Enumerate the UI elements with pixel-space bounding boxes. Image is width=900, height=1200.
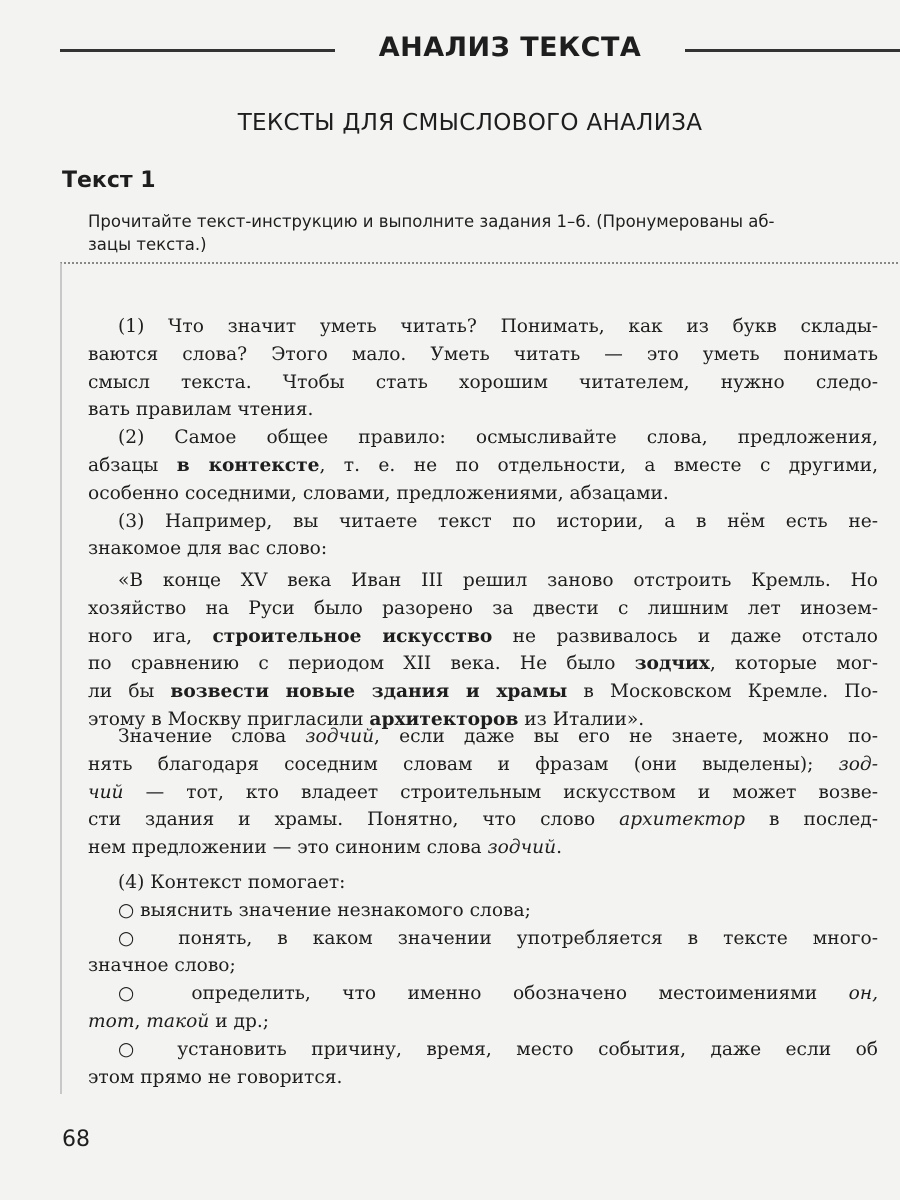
- text-segment: , которые мог-: [709, 653, 878, 675]
- text-block-explanation: [88, 723, 878, 862]
- text-segment: ○ определить, что именно обозначено местоимениями: [118, 983, 849, 1005]
- paragraph: [88, 980, 878, 1036]
- instructions: [88, 210, 888, 256]
- bold-text: в контексте: [176, 454, 320, 476]
- text-line: [88, 834, 878, 862]
- text-line: [88, 452, 878, 480]
- text-line: [88, 723, 878, 751]
- text-segment: знакомое для вас слово:: [88, 538, 328, 560]
- italic-text: он,: [848, 983, 878, 1005]
- text-segment: из Италии».: [518, 708, 645, 730]
- page-subtitle: ТЕКСТЫ ДЛЯ СМЫСЛОВОГО АНАЛИЗА: [237, 110, 703, 136]
- text-line: [88, 806, 878, 834]
- bold-text: зодчих: [634, 653, 710, 675]
- text-line: [88, 925, 878, 953]
- text-segment: ваются слова? Этого мало. Уметь читать — это уметь понимать: [88, 343, 878, 365]
- text-line: [88, 424, 878, 452]
- text-line: [88, 313, 878, 341]
- text-block-intro: [88, 313, 878, 563]
- text-segment: в Московском Кремле. По-: [567, 681, 878, 703]
- text-segment: ного ига,: [88, 625, 213, 647]
- text-segment: значное слово;: [88, 955, 236, 977]
- italic-text: зодчий: [487, 837, 557, 859]
- text-line: [88, 396, 878, 424]
- instructions-line: зацы текста.): [88, 235, 207, 254]
- text-segment: вать правилам чтения.: [88, 399, 314, 421]
- header-rule-right: [685, 49, 900, 52]
- text-line: [88, 623, 878, 651]
- text-block-list: [88, 869, 878, 1091]
- text-segment: этом прямо не говорится.: [88, 1066, 343, 1088]
- paragraph: [88, 508, 878, 564]
- text-line: [88, 897, 878, 925]
- text-segment: (3) Например, вы читаете текст по истории, а в нём есть не-: [118, 510, 878, 532]
- text-segment: нять благодаря соседним словам и фразам (они выделены);: [88, 753, 839, 775]
- text-line: [88, 952, 878, 980]
- text-segment: этому в Москву пригласили: [88, 708, 370, 730]
- text-block-quote: [88, 567, 878, 734]
- text-line: [88, 869, 878, 897]
- paragraph: [88, 1036, 878, 1092]
- page-number: 68: [62, 1127, 90, 1152]
- text-segment: (4) Контекст помогает:: [118, 872, 346, 893]
- text-segment: (1) Что значит уметь читать? Понимать, как из букв склады-: [118, 316, 878, 337]
- text-segment: ,: [134, 1010, 147, 1032]
- text-segment: сти здания и храмы. Понятно, что слово: [88, 809, 620, 831]
- bold-text: архитекторов: [369, 708, 519, 730]
- text-segment: хозяйство на Руси было разорено за двести с лишним лет инозем-: [88, 597, 878, 619]
- paragraph: [88, 723, 878, 862]
- text-segment: «В конце XV века Иван III решил заново отстроить Кремль. Но: [118, 570, 878, 591]
- paragraph: [88, 869, 878, 897]
- section-title: АНАЛИЗ ТЕКСТА: [378, 32, 642, 63]
- text-line: [88, 595, 878, 623]
- paragraph: [88, 925, 878, 981]
- text-line: [88, 369, 878, 397]
- paragraph: [88, 313, 878, 424]
- instructions-line: Прочитайте текст-инструкцию и выполните задания 1–6. (Пронумерованы аб-: [88, 212, 775, 231]
- italic-text: архитектор: [619, 809, 746, 831]
- text-segment: не развивалось и даже отстало: [492, 625, 878, 647]
- italic-text: чий: [88, 781, 124, 803]
- text-segment: Значение слова: [118, 726, 306, 747]
- text-segment: — тот, кто владеет строительным искусством и может возве-: [123, 781, 878, 803]
- text-segment: ○ понять, в каком значении употребляется в тексте много-: [118, 927, 878, 949]
- text-line: [88, 1008, 878, 1036]
- text-segment: ○ выяснить значение незнакомого слова;: [118, 899, 531, 921]
- text-line: [88, 567, 878, 595]
- text-segment: ли бы: [88, 681, 171, 703]
- text-line: [88, 650, 878, 678]
- text-line: [88, 678, 878, 706]
- text-segment: (2) Самое общее правило: осмысливайте слова, предложения,: [118, 427, 878, 449]
- text-segment: ○ установить причину, время, место события, даже если об: [118, 1038, 878, 1060]
- text-segment: .: [556, 837, 563, 859]
- italic-text: зод-: [838, 753, 878, 775]
- text-line: [88, 341, 878, 369]
- text-segment: в послед-: [745, 809, 878, 831]
- paragraph: [88, 567, 878, 734]
- italic-text: тот: [88, 1010, 135, 1032]
- text-segment: по сравнению с периодом XII века. Не было: [88, 653, 635, 675]
- text-line: [88, 779, 878, 807]
- section-header: [60, 30, 900, 70]
- text-segment: абзацы: [88, 454, 177, 476]
- paragraph: [88, 897, 878, 925]
- text-segment: особенно соседними, словами, предложениями, абзацами.: [88, 482, 669, 504]
- text-segment: смысл текста. Чтобы стать хорошим читателем, нужно следо-: [88, 371, 878, 393]
- header-rule-left: [60, 49, 335, 52]
- paragraph: [88, 424, 878, 507]
- text-line: [88, 535, 878, 563]
- bold-text: возвести новые здания и храмы: [170, 681, 568, 703]
- italic-text: такой: [146, 1010, 210, 1032]
- italic-text: зодчий: [305, 726, 375, 747]
- text-line: [88, 751, 878, 779]
- text-segment: и др.;: [209, 1010, 270, 1032]
- text-line: [88, 980, 878, 1008]
- text-line: [88, 480, 878, 508]
- text-segment: , т. е. не по отдельности, а вместе с другими,: [319, 454, 878, 476]
- text-segment: нем предложении — это синоним слова: [88, 837, 488, 859]
- text-segment: , если даже вы его не знаете, можно по-: [374, 726, 878, 747]
- text-line: [88, 1064, 878, 1092]
- bold-text: строительное искусство: [212, 625, 493, 647]
- text-line: [88, 508, 878, 536]
- text-line: [88, 1036, 878, 1064]
- text-heading: Текст 1: [62, 168, 156, 193]
